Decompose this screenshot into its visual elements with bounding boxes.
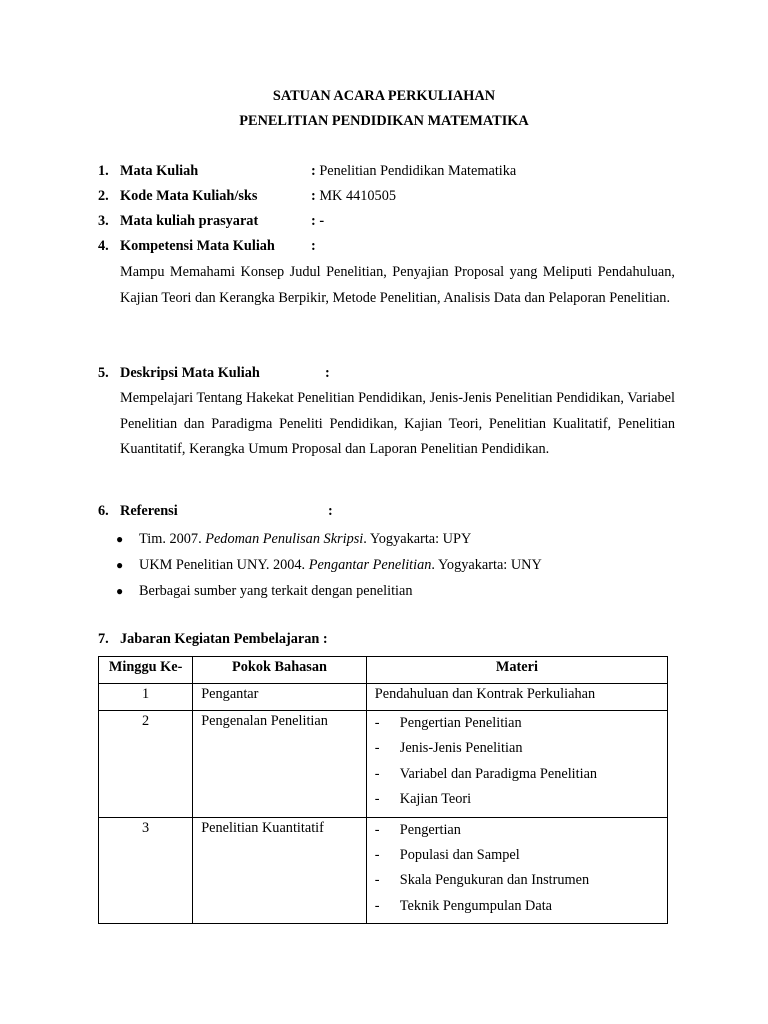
- field-deskripsi: [98, 365, 260, 382]
- dash-marker: -: [374, 791, 380, 808]
- field-colon: :: [311, 238, 316, 254]
- field-colon: :: [311, 163, 316, 179]
- dash-marker: -: [374, 897, 380, 914]
- field-colon: :: [325, 365, 330, 381]
- reference-title: Pedoman Penulisan Skripsi: [205, 531, 364, 547]
- field-value: Penelitian Pendidikan Matematika: [315, 163, 517, 179]
- field-number: 3.: [98, 213, 109, 229]
- doc-subtitle: PENELITIAN PENDIDIKAN MATEMATIKA: [239, 113, 529, 129]
- field-deskripsi-colon: [325, 365, 330, 382]
- field-kode-mata-kuliah-value: [311, 188, 396, 205]
- bullet-icon: ●: [116, 584, 124, 598]
- cell-pokok-bahasan: Pengantar: [193, 684, 367, 711]
- field-colon: :: [328, 503, 333, 519]
- list-item: [375, 764, 659, 789]
- field-referensi: [98, 503, 178, 520]
- field-label: Jabaran Kegiatan Pembelajaran :: [120, 631, 328, 647]
- materi-item: Skala Pengukuran dan Instrumen: [399, 872, 590, 889]
- field-mata-kuliah-value: [311, 163, 516, 180]
- header-materi: Materi: [366, 657, 667, 684]
- list-item: [375, 845, 659, 870]
- dash-marker: -: [374, 872, 380, 889]
- field-number: 1.: [98, 163, 109, 179]
- reference-text: Berbagai sumber yang terkait dengan penelitian: [139, 583, 413, 599]
- cell-materi: [366, 711, 667, 818]
- deskripsi-paragraph: Mempelajari Tentang Hakekat Penelitian Pendidikan, Jenis-Jenis Penelitian Pendidikan, Variabel Penelitian dan Paradigma Peneliti Pendidikan, Kajian Teori, Penelitian Kualitatif, Penelitian Kuantitatif, Kerangka Umum Proposal dan Laporan Penelitian Pendidikan.: [120, 390, 675, 457]
- table-header-row: [99, 657, 668, 684]
- list-item: [375, 789, 659, 814]
- field-kode-mata-kuliah: [98, 188, 257, 205]
- header-minggu: Minggu Ke-: [99, 657, 193, 684]
- dash-marker: -: [374, 715, 380, 731]
- field-referensi-colon: [328, 503, 333, 520]
- field-label: Deskripsi Mata Kuliah: [120, 365, 260, 381]
- table-row: [99, 817, 668, 924]
- cell-pokok-bahasan: Pengenalan Penelitian: [193, 711, 367, 818]
- cell-materi: [366, 817, 667, 924]
- materi-item: Populasi dan Sampel: [399, 846, 520, 863]
- cell-minggu: 1: [99, 684, 193, 711]
- kompetensi-paragraph: Mampu Memahami Konsep Judul Penelitian, Penyajian Proposal yang Meliputi Pendahuluan, Kajian Teori dan Kerangka Berpikir, Metode Penelitian, Analisis Data dan Pelaporan Penelitian.: [120, 264, 675, 306]
- materi-item: Pengertian: [399, 821, 461, 838]
- field-label: Mata Kuliah: [120, 163, 199, 179]
- list-item: [375, 870, 659, 895]
- materi-item: Pengertian Penelitian: [399, 715, 522, 731]
- list-item: [375, 820, 659, 845]
- reference-title: Pengantar Penelitian: [308, 557, 432, 573]
- bullet-icon: ●: [116, 532, 124, 546]
- field-kompetensi: [98, 238, 275, 255]
- table-row: [99, 684, 668, 711]
- field-label: Mata kuliah prasyarat: [120, 213, 259, 229]
- dash-marker: -: [374, 765, 380, 782]
- field-label: Referensi: [120, 503, 178, 519]
- dash-marker: -: [374, 740, 380, 757]
- materi-list: [375, 713, 659, 815]
- field-number: 6.: [98, 503, 109, 519]
- header-pokok-bahasan: Pokok Bahasan: [193, 657, 367, 684]
- reference-publisher: . Yogyakarta: UPY: [363, 531, 472, 547]
- field-prasyarat: [98, 213, 258, 230]
- list-item: [375, 713, 659, 738]
- field-number: 2.: [98, 188, 109, 204]
- dash-marker: -: [374, 821, 380, 838]
- jabaran-table: [98, 656, 668, 924]
- list-item: [375, 896, 659, 921]
- field-label: Kompetensi Mata Kuliah: [120, 238, 275, 254]
- field-jabaran: [98, 631, 328, 648]
- materi-item: Teknik Pengumpulan Data: [399, 897, 553, 914]
- field-number: 7.: [98, 631, 109, 647]
- reference-author: UKM Penelitian UNY. 2004.: [139, 557, 309, 573]
- field-prasyarat-value: [311, 213, 324, 230]
- field-label: Kode Mata Kuliah/sks: [120, 188, 258, 204]
- field-colon: : -: [311, 213, 325, 229]
- doc-title: SATUAN ACARA PERKULIAHAN: [272, 88, 496, 104]
- materi-item: Jenis-Jenis Penelitian: [399, 740, 523, 757]
- cell-minggu: 2: [99, 711, 193, 818]
- bullet-icon: ●: [116, 558, 124, 572]
- field-value: MK 4410505: [315, 188, 396, 204]
- list-item: [375, 738, 659, 763]
- field-mata-kuliah: [98, 163, 198, 180]
- field-number: 5.: [98, 365, 109, 381]
- field-kompetensi-colon: [311, 238, 316, 255]
- cell-materi: Pendahuluan dan Kontrak Perkuliahan: [366, 684, 667, 711]
- table-row: [99, 711, 668, 818]
- cell-pokok-bahasan: Penelitian Kuantitatif: [193, 817, 367, 924]
- materi-item: Variabel dan Paradigma Penelitian: [399, 765, 598, 782]
- dash-marker: -: [374, 846, 380, 863]
- reference-author: Tim. 2007.: [139, 531, 206, 547]
- materi-item: Kajian Teori: [399, 791, 472, 808]
- reference-publisher: . Yogyakarta: UNY: [431, 557, 542, 573]
- field-colon: :: [311, 188, 316, 204]
- cell-minggu: 3: [99, 817, 193, 924]
- materi-list: [375, 820, 659, 922]
- field-number: 4.: [98, 238, 109, 254]
